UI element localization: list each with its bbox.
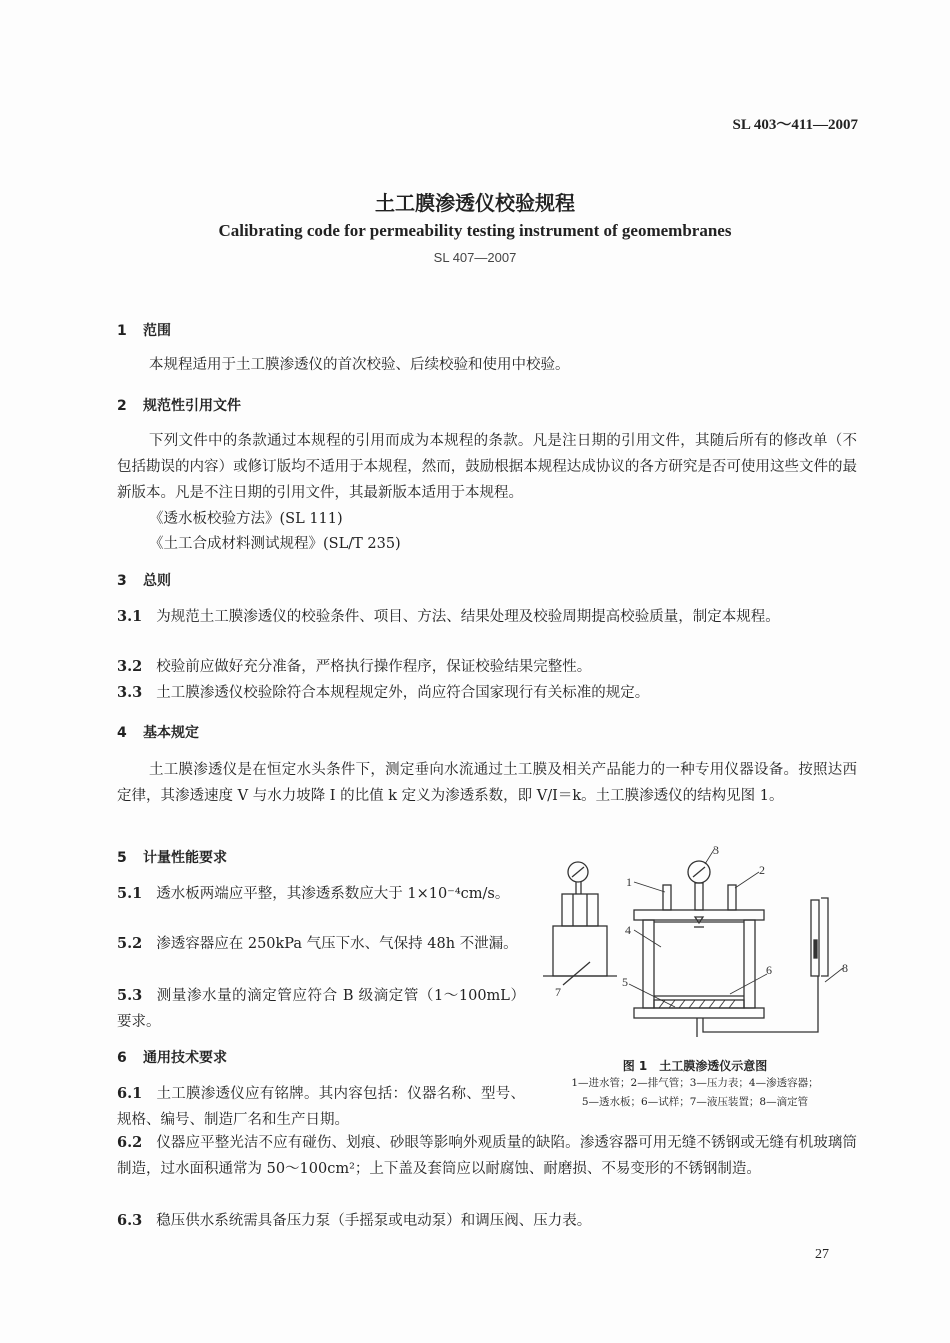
- label-4: 4: [625, 923, 631, 937]
- label-7: 7: [555, 985, 561, 999]
- clause: 3.1 为规范土工膜渗透仪的校验条件、项目、方法、结果处理及校验周期提高校验质量，制定本规程。: [117, 608, 780, 625]
- burette: [811, 898, 828, 976]
- section-body: 本规程适用于土工膜渗透仪的首次校验、后续校验和使用中校验。: [149, 357, 570, 373]
- clause: 6.3 稳压供水系统需具备压力泵（手摇泵或电动泵）和调压阀、压力表。: [117, 1212, 592, 1229]
- standard-code: SL 407—2007: [433, 250, 517, 265]
- section-heading: 2 规范性引用文件: [117, 398, 241, 414]
- clause: 3.2 校验前应做好充分准备，严格执行操作程序，保证校验结果完整性。: [117, 658, 592, 675]
- clause: 6.1 土工膜渗透仪应有铭牌。其内容包括：仪器名称、型号、规格、编号、制造厂名和生产日期。: [117, 1085, 525, 1128]
- label-2: 2: [759, 863, 765, 877]
- clause: 5.1 透水板两端应平整，其渗透系数应大于 1×10⁻⁴cm/s。: [117, 885, 510, 902]
- section-heading: 5 计量性能要求: [117, 850, 227, 866]
- label-3: 3: [713, 843, 719, 857]
- page-number: 27: [815, 1247, 829, 1262]
- legend-line: 5—透水板；6—试样；7—液压装置；8—滴定管: [581, 1096, 809, 1108]
- label-1: 1: [626, 875, 632, 889]
- reference: 《透水板校验方法》(SL 111): [149, 511, 343, 527]
- section-heading: 3 总则: [117, 573, 171, 589]
- permeability-container: [634, 861, 818, 1037]
- reference: 《土工合成材料测试规程》(SL/T 235): [149, 536, 401, 552]
- english-title: Calibrating code for permeability testing instrument of geomembranes: [218, 221, 732, 240]
- figure-caption: 图 1 土工膜渗透仪示意图: [622, 1059, 768, 1073]
- label-6: 6: [766, 963, 772, 977]
- page-title: 土工膜渗透仪校验规程: [375, 191, 575, 215]
- clause: 3.3 土工膜渗透仪校验除符合本规程规定外，尚应符合国家现行有关标准的规定。: [117, 684, 650, 701]
- standard-number: SL 403～411—2007: [732, 117, 858, 133]
- clause: 6.2 仪器应平整光洁不应有碰伤、划痕、砂眼等影响外观质量的缺陷。渗透容器可用无缝不锈钢或无缝有机玻璃筒制造，过水面积通常为 50～100cm²；上下盖及套筒应以耐腐蚀、耐磨损、不易变形的不锈钢制造。: [117, 1134, 857, 1177]
- hydraulic-device: [543, 862, 617, 985]
- figure-legend: [535, 1074, 855, 1112]
- label-5: 5: [622, 975, 628, 989]
- section-body: 土工膜渗透仪是在恒定水头条件下，测定垂向水流通过土工膜及相关产品能力的一种专用仪器设备。按照达西定律，其渗透速度 V 与水力坡降 I 的比值 k 定义为渗透系数，即 V/I＝k。土工膜渗透仪的结构见图 1。: [117, 762, 857, 804]
- label-8: 8: [842, 961, 848, 975]
- permeameter-diagram: [535, 842, 855, 1052]
- legend-line: 1—进水管；2—排气管；3—压力表；4—渗透容器；: [571, 1077, 819, 1089]
- clause: 5.3 测量渗水量的滴定管应符合 B 级滴定管（1～100mL）要求。: [117, 987, 525, 1030]
- section-heading: 1 范围: [117, 323, 171, 339]
- section-heading: 4 基本规定: [117, 725, 199, 741]
- clause: 5.2 渗透容器应在 250kPa 气压下水、气保持 48h 不泄漏。: [117, 935, 518, 952]
- section-heading: 6 通用技术要求: [117, 1050, 227, 1066]
- section-body: 下列文件中的条款通过本规程的引用而成为本规程的条款。凡是注日期的引用文件，其随后所有的修改单（不包括勘误的内容）或修订版均不适用于本规程，然而，鼓励根据本规程达成协议的各方研究是否可使用这些文件的最新版本。凡是不注日期的引用文件，其最新版本适用于本规程。: [117, 433, 857, 501]
